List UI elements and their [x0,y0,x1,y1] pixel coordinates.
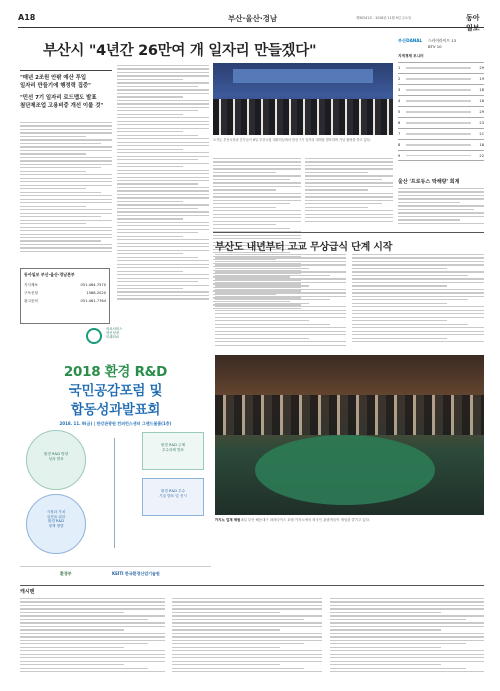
flow-left-label: 환경 R&D 방향 성과 발표 [43,452,69,461]
section-name: 부산·울산·경남 [228,14,278,23]
bottom-divider [20,585,484,586]
ad-date: 2018. 11. 9(금) | 한강관광원 컨퍼런스센터 그랜드볼룸(1층) [59,421,172,426]
lead-headline: 부산시 "4년간 26만여 개 일자리 만들겠다" [43,43,317,59]
ranking-row: 3 18 [398,84,484,95]
ranking-row: 2 19 [398,73,484,84]
flow-left2-label: 시장과 가치 실현을 위한 환경 R&D 정책 방향 [46,510,66,528]
ranking-rows [398,62,484,161]
personnel-col1 [20,598,165,680]
ranking-subtitle: 지역경제 모니터 [398,54,424,58]
subhead-3: "민선 7기 일자리 로드맵도 발표 [20,95,97,101]
ad-logo-mark [86,328,102,344]
ulsan-headline: 울산 '프로듀스 딱해량' 회계 [398,179,460,185]
flow-right1-label: 환경 R&D 주제 우수과제 발표 [160,443,186,452]
subhead-2: 일자리 만들기에 행정력 집중" [20,83,91,89]
subhead-4: 첨단제조업 고용비중 개선 이룰 것" [20,103,104,109]
casino-crowd [215,395,484,435]
flow-center [90,438,140,548]
casino-caption [215,518,484,532]
casino-caption-text: 8일 부산 해운대구 파라다이스 호텔 카지노에서 외국인 관광객들이 게임을 즐기고 있다. [241,518,371,522]
school-body-col1 [215,254,346,352]
lead-body-col4 [305,158,393,228]
casino-photo [215,355,484,515]
ad-flow-diagram [20,430,211,580]
school-body-col2 [352,254,484,352]
contact-row: 구독신청 1588-2020 [24,291,106,295]
ranking-logo: 부산DANAL [398,38,423,43]
ranking-title-1: 스카이라이프 13 [428,38,457,43]
ranking-row: 6 23 [398,117,484,128]
paper-name: 동아일보 [466,13,480,32]
page-header [18,10,484,32]
lead-photo [213,63,393,135]
section-divider [213,232,484,233]
ranking-row: 4 16 [398,95,484,106]
lead-subheads [20,70,112,110]
ranking-row: 8 18 [398,139,484,150]
ad-title-3: 합동성과발표회 [70,402,161,418]
ranking-box [398,36,484,174]
ranking-row: 1 29 [398,62,484,73]
lead-body-col1 [20,122,112,262]
people-row [213,99,393,135]
ulsan-body [398,188,484,228]
casino-caption-title: 카지노 업계 체험 [215,518,241,522]
ranking-row: 9 22 [398,150,484,161]
ad-title-2: 국민공감포럼 및 [68,383,163,399]
flow-right2-label: 환경 R&D 우수 기술 발표 및 전시 [159,489,187,498]
issue-info: 제30241호 · 2018년 11월 9일 금요일 [356,16,412,20]
host-ministry: 환경부 [60,571,72,576]
casino-table [255,435,435,505]
subhead-1: "매년 2조원 안팎 예산 투입 [20,75,87,81]
ranking-title-2: BTV 10 [428,44,442,49]
personnel-col2 [172,598,322,680]
ranking-row: 5 29 [398,106,484,117]
personnel-col3 [330,598,484,680]
ad-title-1: 2018 환경 R&D [63,364,168,380]
ad-hosts [20,566,211,578]
ad-logo-text: 의료서비스 혁신성장 미래의료 [106,327,123,340]
stage-banner [233,69,373,83]
host-keiti: KEITI 한국환경산업기술원 [112,571,160,576]
ad-top-logo [20,324,211,354]
page-number: A18 [18,13,36,22]
contact-row: 광고문의 051-461-7764 [24,299,106,303]
contact-box-title: 동아일보 부산·울산·경남본부 [24,272,75,277]
school-headline: 부산도 내년부터 고교 무상급식 단계 시작 [215,242,393,253]
contact-row: 기사제보 051-464-7570 [24,283,106,287]
lead-photo-caption: 오거돈 부산시장과 간부들이 8일 부산시청 대회의실에서 민선 7기 일자리 대책을 발표하며 기념 촬영을 하고 있다. [213,138,371,142]
personnel-title: 캐시맨 [20,589,35,595]
ranking-row: 7 21 [398,128,484,139]
